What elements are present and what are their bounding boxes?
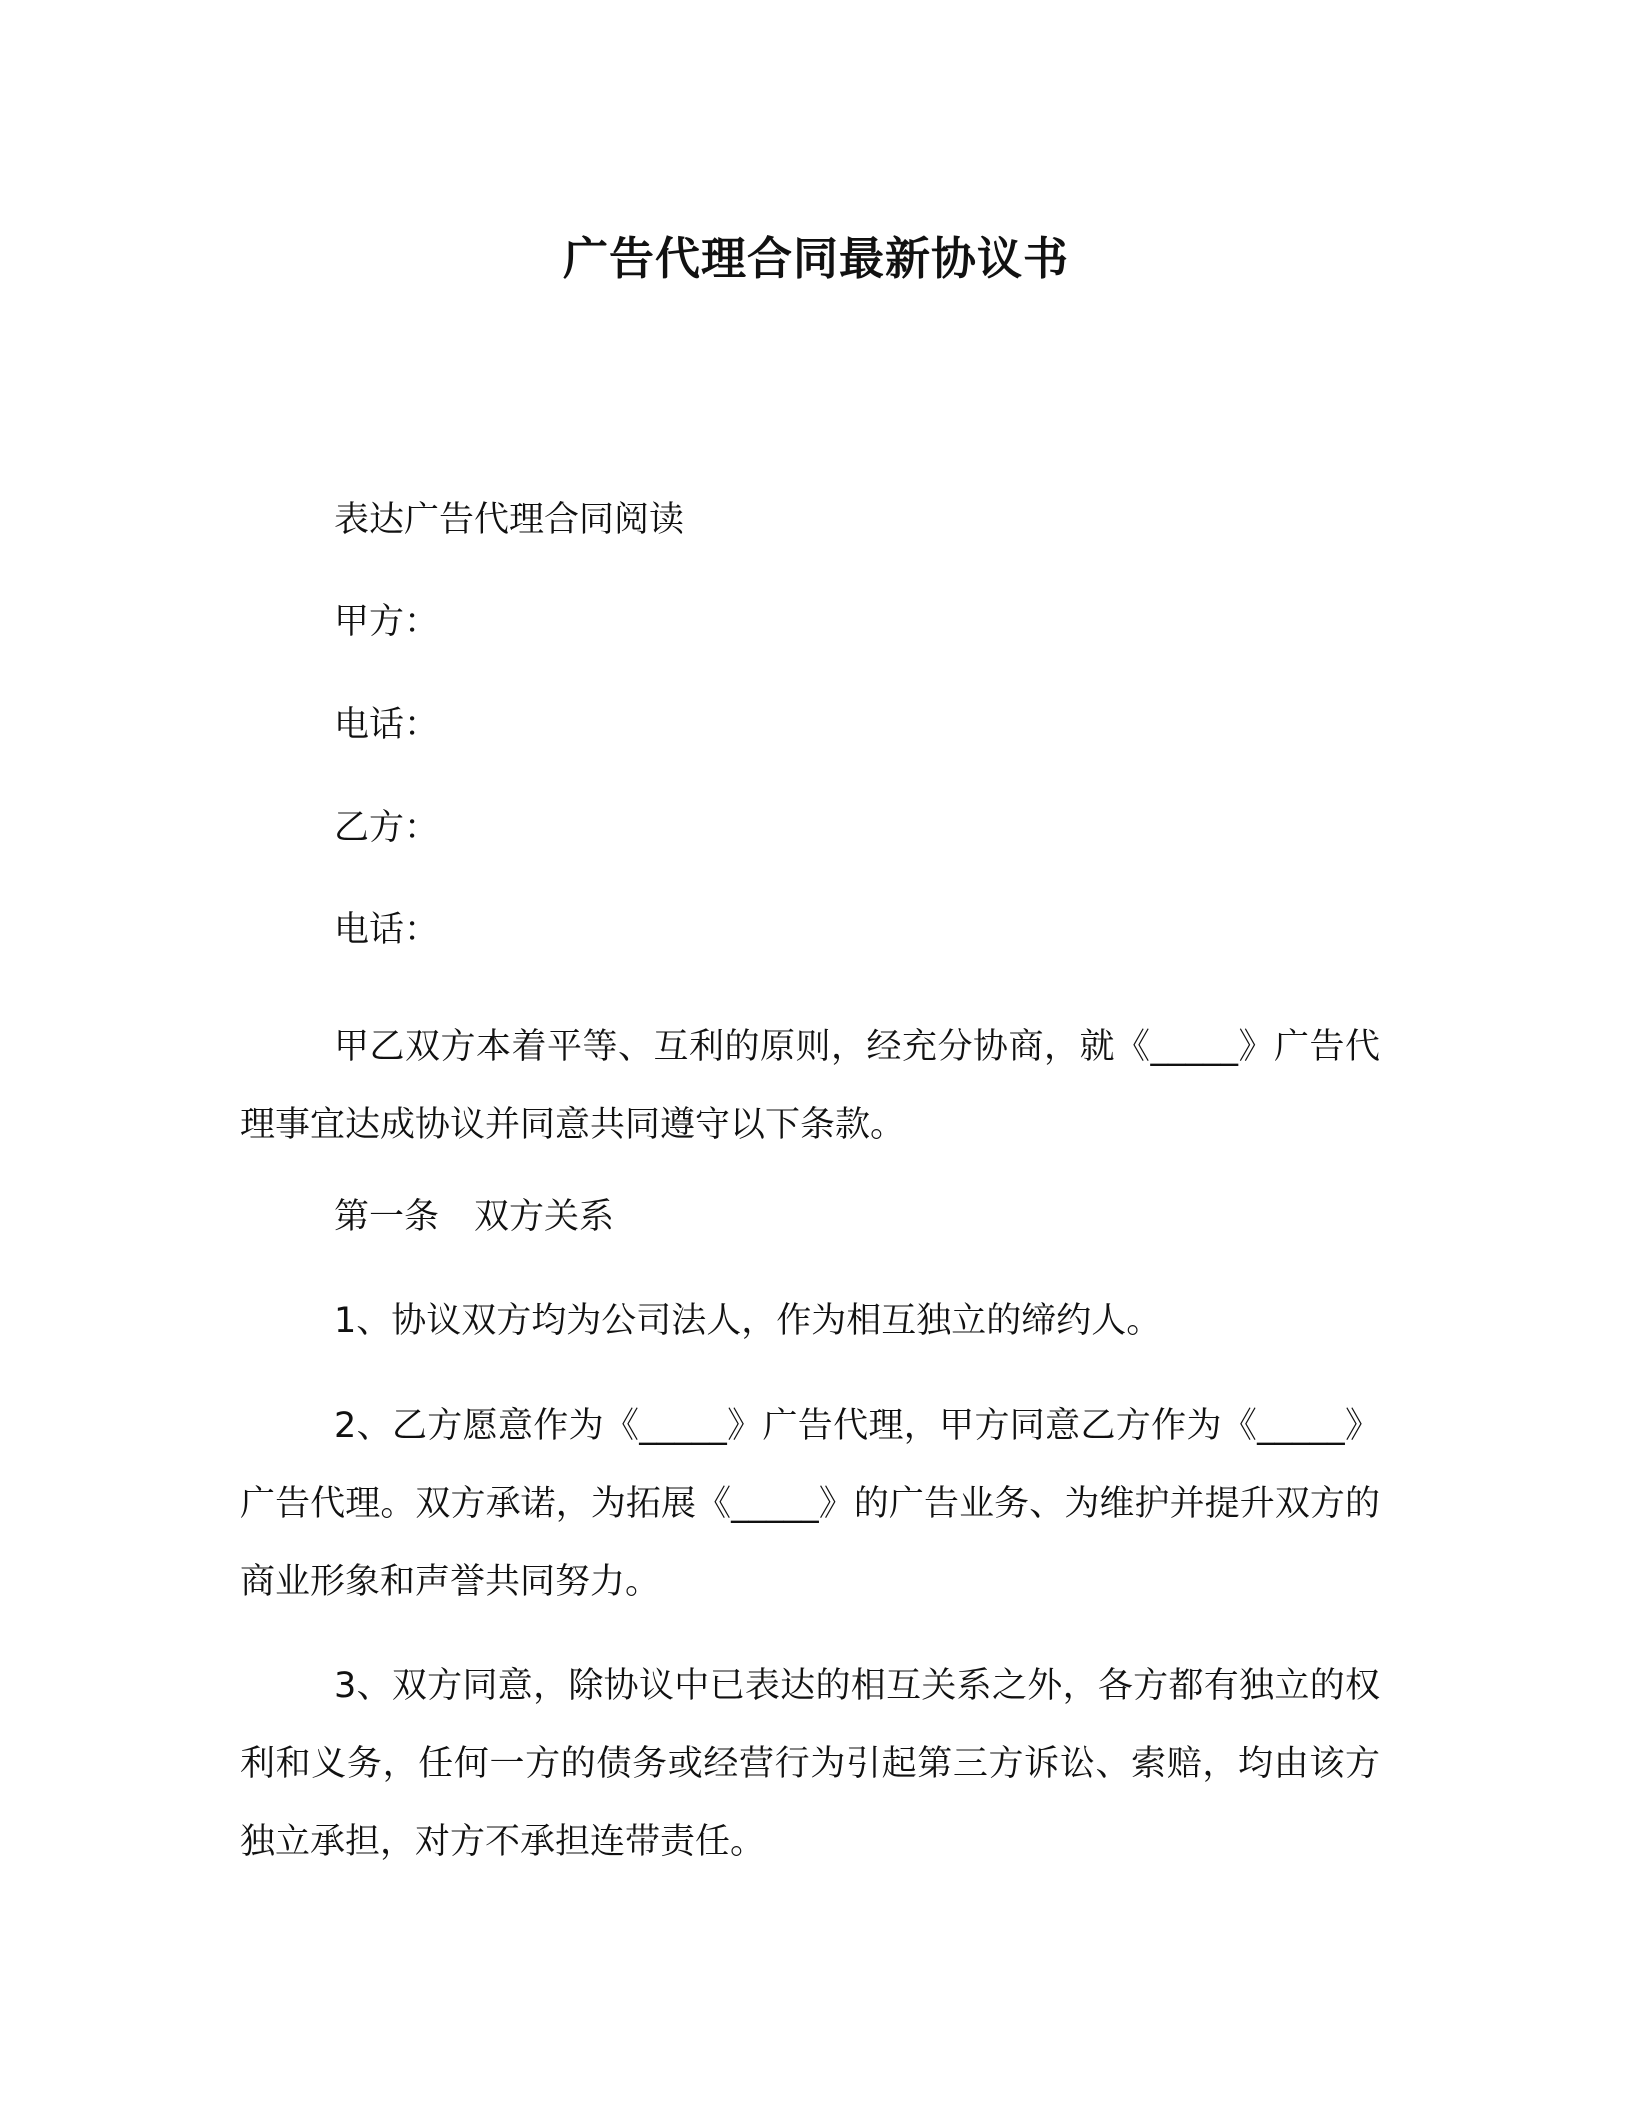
clause-1-paragraph: 1、协议双方均为公司法人，作为相互独立的缔约人。 [334, 1301, 1162, 1341]
party-b-label: 乙方： [334, 808, 440, 848]
preamble-paragraph: 甲乙双方本着平等、互利的原则，经充分协商，就《_____》广告代理事宜达成协议并同意共同遵守以下条款。 [240, 1027, 1380, 1145]
intro-line: 表达广告代理合同阅读 [334, 500, 685, 540]
article-1-heading: 第一条 双方关系 [334, 1197, 615, 1237]
phone-a-label: 电话： [334, 705, 440, 745]
party-a-label: 甲方： [334, 602, 440, 642]
clause-2-paragraph: 2、乙方愿意作为《_____》广告代理，甲方同意乙方作为《_____》广告代理。双方承诺，为拓展《_____》的广告业务、为维护并提升双方的商业形象和声誉共同努力。 [240, 1406, 1380, 1602]
clause-3-paragraph: 3、双方同意，除协议中已表达的相互关系之外，各方都有独立的权利和义务，任何一方的债务或经营行为引起第三方诉讼、索赔，均由该方独立承担，对方不承担连带责任。 [240, 1666, 1380, 1862]
phone-b-label: 电话： [334, 910, 440, 950]
document-title: 广告代理合同最新协议书 [562, 232, 1069, 285]
